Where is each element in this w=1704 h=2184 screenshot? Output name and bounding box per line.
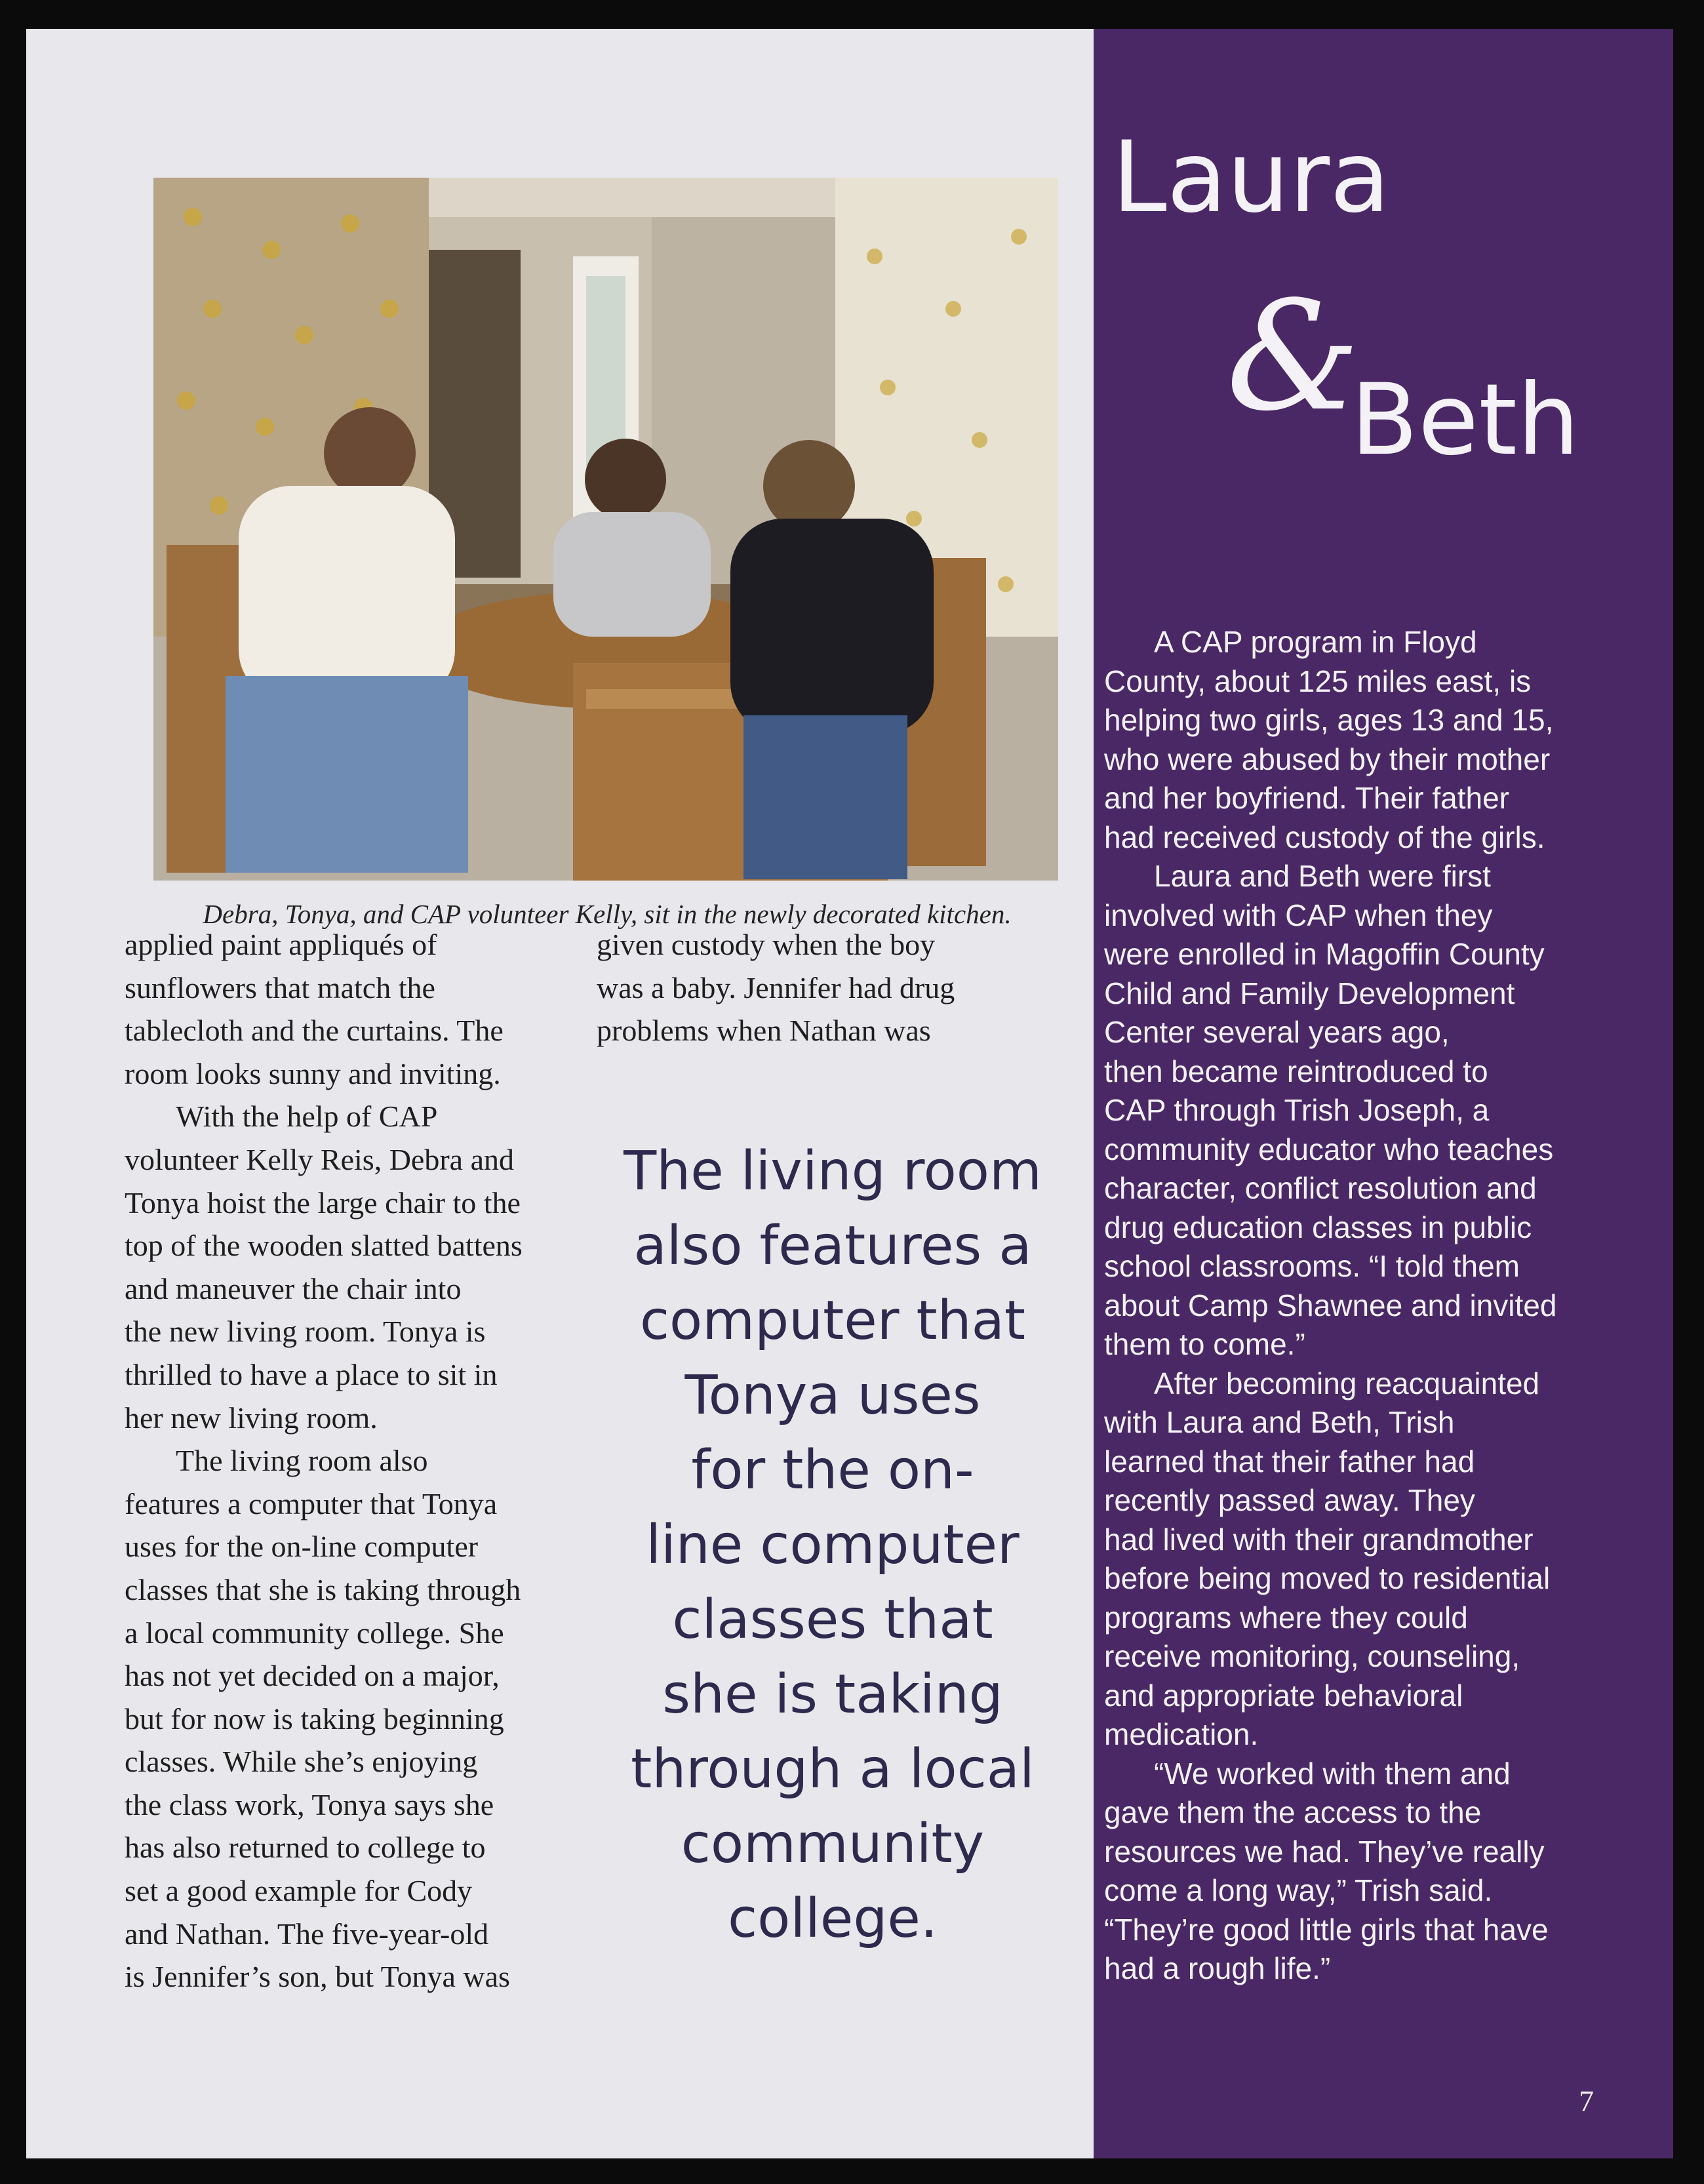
text-line: community educator who teaches <box>1104 1132 1554 1166</box>
paragraph <box>597 923 1056 1052</box>
pull-quote-line: classes that <box>672 1589 993 1651</box>
text-line: classes that she is taking through <box>125 1572 521 1606</box>
text-line: were enrolled in Magoffin County <box>1104 937 1545 971</box>
text-line: resources we had. They’ve really <box>1104 1834 1545 1869</box>
text-line: character, conflict resolution and <box>1104 1171 1537 1205</box>
title-name-laura: Laura <box>1112 121 1391 235</box>
paragraph <box>125 923 597 1095</box>
text-line: “We worked with them and <box>1154 1756 1511 1791</box>
text-line: sunflowers that match the <box>125 970 435 1004</box>
text-line: had a rough life.” <box>1104 1951 1331 1985</box>
text-line: classes. While she’s enjoying <box>125 1745 478 1779</box>
pull-quote-line: also features a <box>633 1215 1032 1277</box>
pull-quote-line: college. <box>728 1888 938 1950</box>
text-line: school classrooms. “I told them <box>1104 1249 1520 1283</box>
text-line: Laura and Beth were first <box>1154 859 1491 893</box>
text-line: features a computer that Tonya <box>125 1486 498 1520</box>
text-line: with Laura and Beth, Trish <box>1104 1405 1455 1439</box>
pull-quote-line: The living room <box>624 1140 1042 1202</box>
pull-quote-line: community <box>681 1813 985 1875</box>
text-line: and Nathan. The five-year-old <box>125 1916 489 1951</box>
text-line: a local community college. She <box>125 1616 504 1650</box>
text-line: “They’re good little girls that have <box>1104 1912 1549 1947</box>
text-line: With the help of CAP <box>176 1100 438 1134</box>
text-line: had received custody of the girls. <box>1104 820 1545 854</box>
text-line: and her boyfriend. Their father <box>1104 781 1509 815</box>
text-line: A CAP program in Floyd <box>1154 625 1477 659</box>
title-name-beth: Beth <box>1351 363 1580 477</box>
text-line: drug education classes in public <box>1104 1210 1532 1244</box>
text-line: thrilled to have a place to sit in <box>125 1357 498 1391</box>
side-panel-story <box>1104 623 1642 1989</box>
text-line: helping two girls, ages 13 and 15, <box>1104 703 1554 737</box>
body-column-2 <box>597 923 1056 1052</box>
text-line: tablecloth and the curtains. The <box>125 1014 504 1048</box>
text-line: her new living room. <box>125 1400 378 1435</box>
text-line: Center several years ago, <box>1104 1015 1450 1049</box>
text-line: applied paint appliqués of <box>125 928 437 961</box>
text-line: had lived with their grandmother <box>1104 1522 1534 1557</box>
paragraph <box>1104 623 1642 857</box>
pull-quote-line: through a local <box>631 1738 1035 1800</box>
text-line: Tonya hoist the large chair to the <box>125 1185 521 1220</box>
text-line: the new living room. Tonya is <box>125 1315 486 1349</box>
pull-quote <box>616 1134 1049 1956</box>
text-line: come a long way,” Trish said. <box>1104 1873 1493 1907</box>
photo-caption: Debra, Tonya, and CAP volunteer Kelly, sit in the newly decorated kitchen. <box>203 899 1012 929</box>
paragraph <box>1104 1364 1642 1755</box>
text-line: CAP through Trish Joseph, a <box>1104 1093 1490 1127</box>
text-line: gave them the access to the <box>1104 1795 1482 1829</box>
text-line: them to come.” <box>1104 1327 1305 1361</box>
text-line: Child and Family Development <box>1104 976 1515 1010</box>
text-line: volunteer Kelly Reis, Debra and <box>125 1142 514 1176</box>
text-line: room looks sunny and inviting. <box>125 1056 501 1090</box>
kitchen-photo <box>153 178 1058 881</box>
text-line: but for now is taking beginning <box>125 1701 504 1736</box>
pull-quote-line: for the on- <box>691 1439 974 1501</box>
text-line: learned that their father had <box>1104 1444 1475 1479</box>
text-line: recently passed away. They <box>1104 1483 1475 1517</box>
text-line: medication. <box>1104 1717 1259 1751</box>
text-line: has not yet decided on a major, <box>125 1659 500 1693</box>
page-number: 7 <box>1579 2084 1594 2118</box>
text-line: uses for the on-line computer <box>125 1530 479 1564</box>
text-line: problems when Nathan was <box>597 1014 931 1048</box>
text-line: and maneuver the chair into <box>125 1271 462 1305</box>
paragraph <box>125 1439 597 1998</box>
text-line: After becoming reacquainted <box>1154 1366 1540 1400</box>
text-line: receive monitoring, counseling, <box>1104 1639 1520 1673</box>
text-line: set a good example for Cody <box>125 1874 473 1908</box>
paragraph <box>1104 1755 1642 1989</box>
pull-quote-line: line computer <box>646 1514 1020 1576</box>
text-line: given custody when the boy <box>597 928 936 961</box>
text-line: then became reintroduced to <box>1104 1054 1488 1088</box>
text-line: The living room also <box>176 1444 428 1478</box>
paragraph <box>125 1095 597 1439</box>
text-line: about Camp Shawnee and invited <box>1104 1288 1557 1322</box>
text-line: and appropriate behavioral <box>1104 1678 1463 1713</box>
text-line: was a baby. Jennifer had drug <box>597 970 955 1004</box>
text-line: County, about 125 miles east, is <box>1104 664 1532 698</box>
paragraph <box>1104 857 1642 1364</box>
text-line: is Jennifer’s son, but Tonya was <box>125 1960 510 1994</box>
text-line: the class work, Tonya says she <box>125 1787 494 1821</box>
title-ampersand: & <box>1226 269 1360 445</box>
pull-quote-line: she is taking <box>662 1663 1003 1726</box>
text-line: has also returned to college to <box>125 1831 486 1865</box>
body-column-1 <box>125 923 597 1998</box>
pull-quote-line: computer that <box>639 1290 1026 1352</box>
text-line: who were abused by their mother <box>1104 742 1551 776</box>
kitchen-photo-illustration <box>153 178 1058 881</box>
text-line: top of the wooden slatted battens <box>125 1229 523 1263</box>
text-line: involved with CAP when they <box>1104 898 1493 932</box>
text-line: before being moved to residential <box>1104 1561 1551 1595</box>
pull-quote-line: Tonya uses <box>684 1364 981 1427</box>
text-line: programs where they could <box>1104 1600 1468 1635</box>
